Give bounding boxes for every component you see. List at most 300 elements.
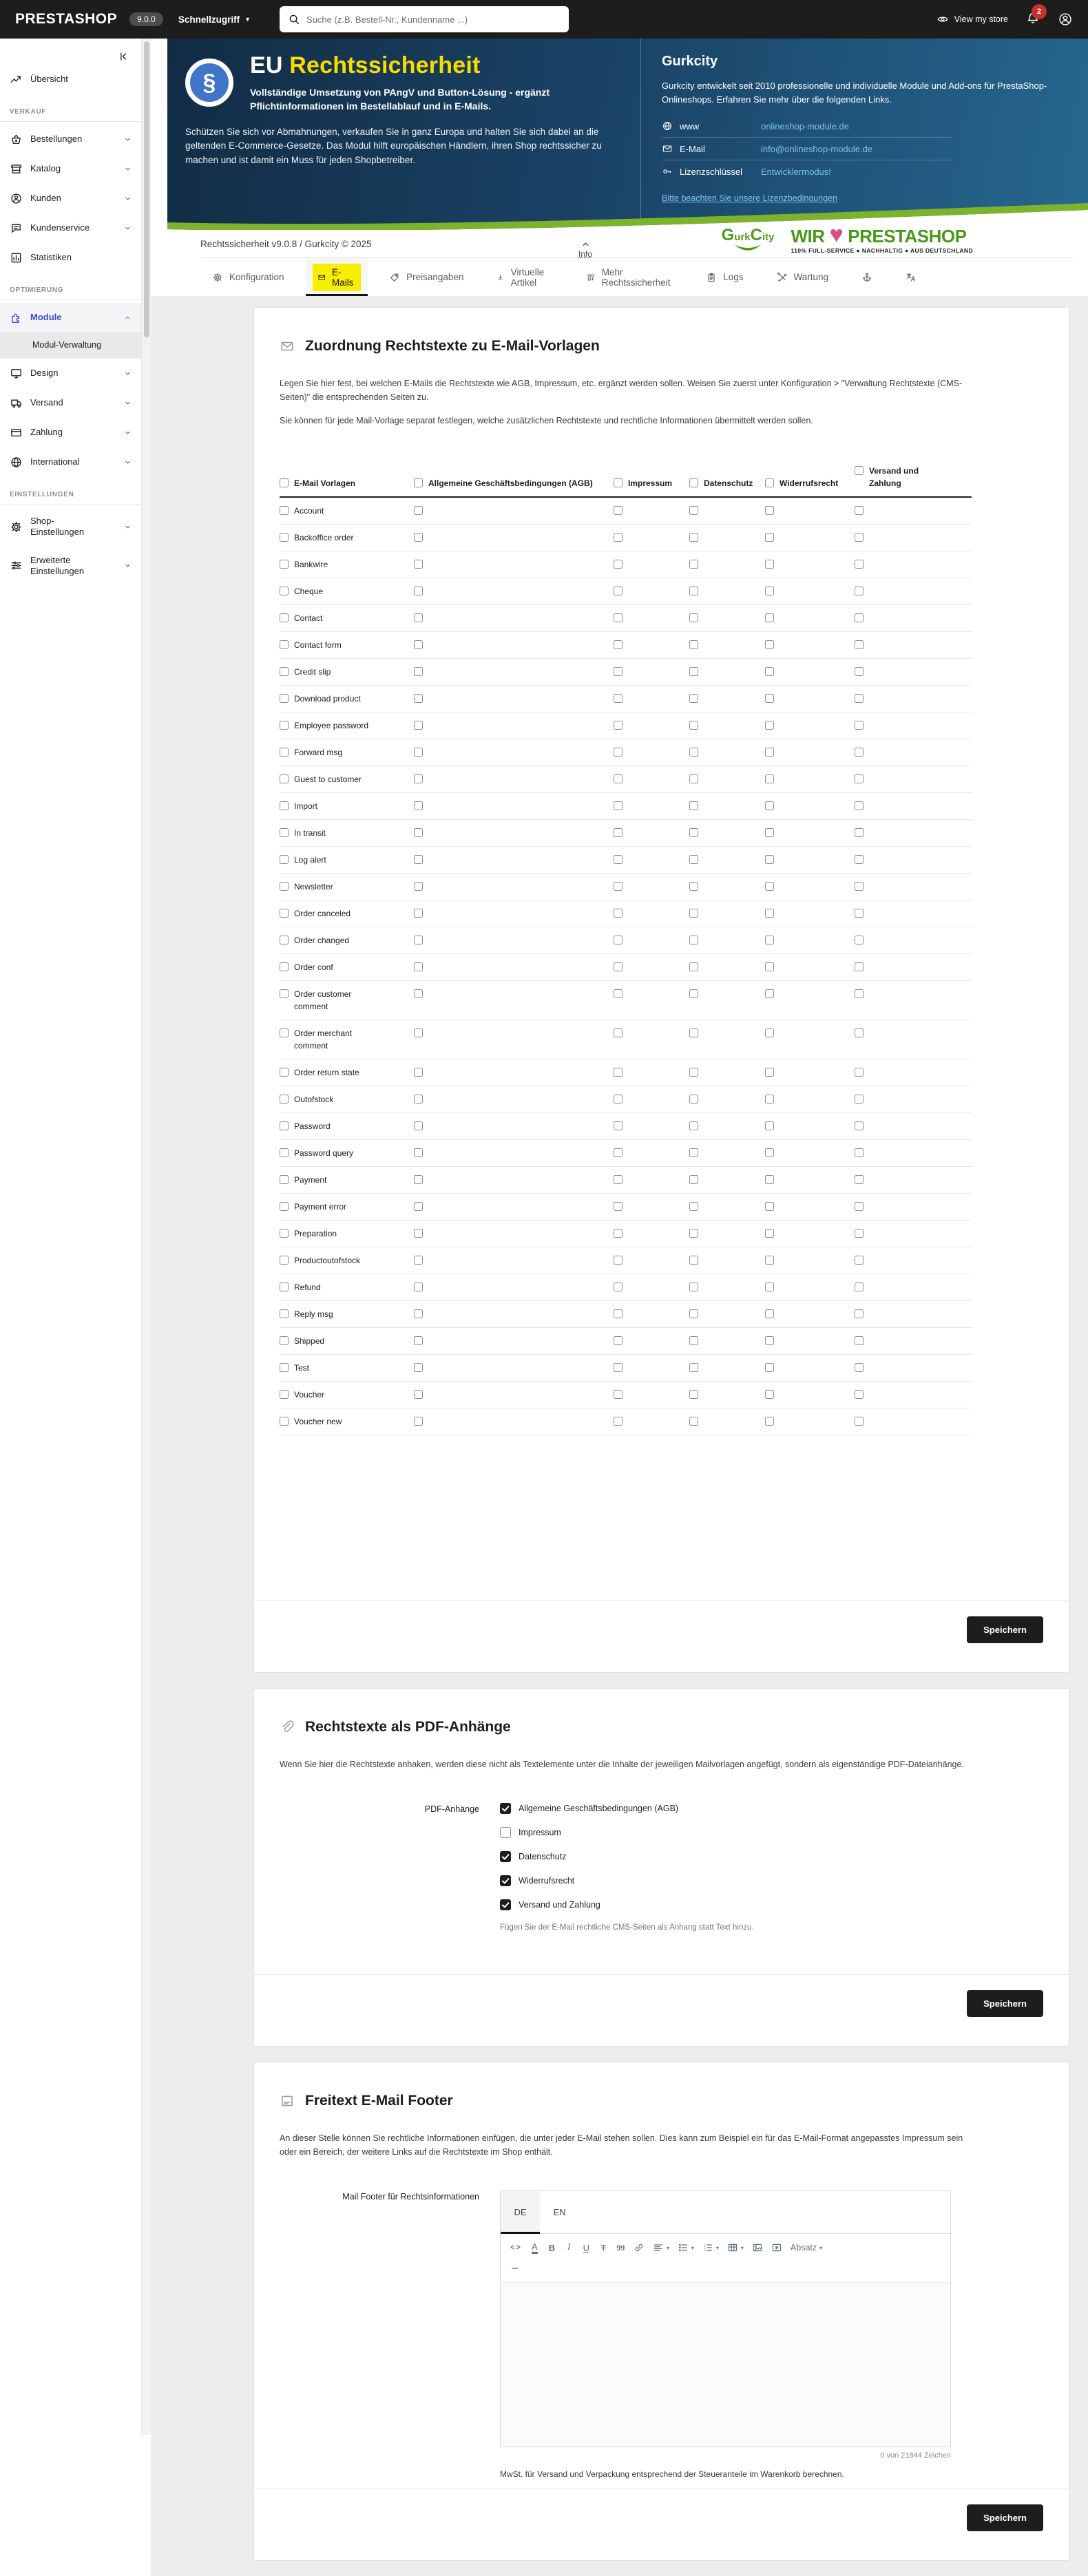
assignment-checkbox-log-alert-versand-und-zahlung[interactable] xyxy=(855,855,864,864)
template-name: Import xyxy=(294,801,318,812)
assignment-checkbox-import-impressum[interactable] xyxy=(614,801,623,810)
assignment-checkbox-contact-form-versand-und-zahlung[interactable] xyxy=(855,640,864,649)
assignment-checkbox-order-changed-versand-und-zahlung[interactable] xyxy=(855,936,864,944)
assignment-checkbox-contact-allgemeine-geschäftsbedingungen-agb[interactable] xyxy=(414,613,423,622)
assignment-checkbox-reply-msg-datenschutz[interactable] xyxy=(689,1309,698,1318)
template-checkbox-order-changed[interactable] xyxy=(280,936,289,944)
template-checkbox-forward-msg[interactable] xyxy=(280,748,289,757)
editor-text-color-button[interactable]: A xyxy=(526,2237,543,2258)
assignment-checkbox-order-conf-versand-und-zahlung[interactable] xyxy=(855,962,864,971)
assignment-checkbox-order-return-state-datenschutz[interactable] xyxy=(689,1068,698,1077)
mail-icon xyxy=(662,143,673,154)
template-checkbox-payment-error[interactable] xyxy=(280,1202,289,1211)
assignment-checkbox-order-changed-widerrufsrecht[interactable] xyxy=(765,936,774,944)
assignment-checkbox-download-product-datenschutz[interactable] xyxy=(689,694,698,703)
assignment-checkbox-password-widerrufsrecht[interactable] xyxy=(765,1121,774,1130)
assignment-checkbox-order-conf-impressum[interactable] xyxy=(614,962,623,971)
assignment-checkbox-order-conf-widerrufsrecht[interactable] xyxy=(765,962,774,971)
assignment-checkbox-order-customer-comment-impressum[interactable] xyxy=(614,989,623,998)
assignment-checkbox-download-product-allgemeine-geschäftsbedingungen-agb[interactable] xyxy=(414,694,423,703)
assignment-checkbox-voucher-new-versand-und-zahlung[interactable] xyxy=(855,1417,864,1426)
view-store-link[interactable] xyxy=(937,13,1008,25)
assignment-checkbox-voucher-impressum[interactable] xyxy=(614,1390,623,1399)
notifications-button[interactable] xyxy=(1026,7,1042,28)
sidebar-subitem-modul-verwaltung[interactable]: Modul-Verwaltung xyxy=(0,332,141,359)
assignment-checkbox-order-return-state-versand-und-zahlung[interactable] xyxy=(855,1068,864,1077)
scrollbar-thumb[interactable] xyxy=(144,41,149,337)
assignment-checkbox-order-changed-datenschutz[interactable] xyxy=(689,936,698,944)
assignment-checkbox-order-customer-comment-allgemeine-geschäftsbedingungen-agb[interactable] xyxy=(414,989,423,998)
tab-mehr-rechtssicherheit[interactable] xyxy=(575,258,684,296)
template-checkbox-contact[interactable] xyxy=(280,613,289,622)
assignment-checkbox-test-allgemeine-geschäftsbedingungen-agb[interactable] xyxy=(414,1363,423,1372)
template-checkbox-contact-form[interactable] xyxy=(280,640,289,649)
assignment-checkbox-test-impressum[interactable] xyxy=(614,1363,623,1372)
template-checkbox-cheque[interactable] xyxy=(280,587,289,595)
editor-align-button[interactable] xyxy=(649,2237,673,2258)
assignment-checkbox-outofstock-impressum[interactable] xyxy=(614,1095,623,1104)
assignment-checkbox-in-transit-widerrufsrecht[interactable] xyxy=(765,828,774,837)
claim-subline: 110% FULL-SERVICE ● NACHHALTIG ● AUS DEUTSCHLAND xyxy=(791,247,973,255)
editor-unordered-list-button[interactable] xyxy=(673,2237,698,2258)
assignment-checkbox-password-versand-und-zahlung[interactable] xyxy=(855,1121,864,1130)
search-input[interactable] xyxy=(306,14,561,25)
assignment-checkbox-forward-msg-widerrufsrecht[interactable] xyxy=(765,748,774,757)
editor-image-button[interactable] xyxy=(748,2237,767,2258)
email-template-table xyxy=(280,465,972,1435)
assignment-checkbox-payment-datenschutz[interactable] xyxy=(689,1175,698,1184)
template-checkbox-order-merchant-comment[interactable] xyxy=(280,1028,289,1037)
profile-avatar-icon[interactable] xyxy=(1058,12,1073,27)
sidebar-item-zahlung[interactable] xyxy=(0,418,141,447)
assignment-checkbox-guest-to-customer-allgemeine-geschäftsbedingungen-agb[interactable] xyxy=(414,774,423,783)
assignment-checkbox-preparation-datenschutz[interactable] xyxy=(689,1229,698,1238)
assignment-checkbox-order-return-state-impressum[interactable] xyxy=(614,1068,623,1077)
tab-e-mails[interactable] xyxy=(306,258,368,296)
tab-wartung[interactable] xyxy=(764,258,840,296)
assignment-checkbox-log-alert-widerrufsrecht[interactable] xyxy=(765,855,774,864)
editor-media-button[interactable] xyxy=(767,2237,786,2258)
assignment-checkbox-import-versand-und-zahlung[interactable] xyxy=(855,801,864,810)
assignment-checkbox-guest-to-customer-versand-und-zahlung[interactable] xyxy=(855,774,864,783)
assignment-checkbox-order-customer-comment-versand-und-zahlung[interactable] xyxy=(855,989,864,998)
save-button[interactable]: Speichern xyxy=(967,2504,1043,2531)
assignment-checkbox-reply-msg-widerrufsrecht[interactable] xyxy=(765,1309,774,1318)
assignment-checkbox-in-transit-versand-und-zahlung[interactable] xyxy=(855,828,864,837)
assignment-checkbox-bankwire-versand-und-zahlung[interactable] xyxy=(855,560,864,569)
sidebar-item-katalog[interactable] xyxy=(0,154,141,184)
template-name: Preparation xyxy=(294,1229,337,1239)
assignment-checkbox-account-allgemeine-geschäftsbedingungen-agb[interactable] xyxy=(414,506,423,515)
template-checkbox-test[interactable] xyxy=(280,1363,289,1372)
editor-language-tab-en[interactable]: EN xyxy=(553,2207,566,2218)
sidebar-item-statistiken[interactable] xyxy=(0,243,141,273)
vendor-description: Gurkcity entwickelt seit 2010 professionelle und individuelle Module und Add-ons für PrestaShop-Onlineshops. Erfahren Sie mehr über die folgenden Links. xyxy=(662,81,1047,105)
pdf-option-checkbox-datenschutz[interactable] xyxy=(500,1851,511,1862)
assignment-checkbox-preparation-widerrufsrecht[interactable] xyxy=(765,1229,774,1238)
editor-horizontal-rule-button[interactable] xyxy=(506,2258,525,2279)
assignment-checkbox-download-product-versand-und-zahlung[interactable] xyxy=(855,694,864,703)
chevron-down-icon xyxy=(124,458,132,466)
template-checkbox-credit-slip[interactable] xyxy=(280,667,289,676)
assignment-checkbox-bankwire-widerrufsrecht[interactable] xyxy=(765,560,774,569)
assignment-checkbox-productoutofstock-allgemeine-geschäftsbedingungen-agb[interactable] xyxy=(414,1256,423,1265)
assignment-checkbox-refund-impressum[interactable] xyxy=(614,1282,623,1291)
assignment-checkbox-shipped-allgemeine-geschäftsbedingungen-agb[interactable] xyxy=(414,1336,423,1345)
assignment-checkbox-import-allgemeine-geschäftsbedingungen-agb[interactable] xyxy=(414,801,423,810)
assignment-checkbox-reply-msg-allgemeine-geschäftsbedingungen-agb[interactable] xyxy=(414,1309,423,1318)
assignment-checkbox-order-merchant-comment-versand-und-zahlung[interactable] xyxy=(855,1028,864,1037)
assignment-checkbox-account-impressum[interactable] xyxy=(614,506,623,515)
editor-content-area[interactable] xyxy=(501,2283,950,2447)
assignment-checkbox-shipped-datenschutz[interactable] xyxy=(689,1336,698,1345)
assignment-checkbox-contact-form-allgemeine-geschäftsbedingungen-agb[interactable] xyxy=(414,640,423,649)
assignment-checkbox-backoffice-order-versand-und-zahlung[interactable] xyxy=(855,533,864,542)
assignment-checkbox-contact-form-widerrufsrecht[interactable] xyxy=(765,640,774,649)
template-checkbox-account[interactable] xyxy=(280,506,289,515)
assignment-checkbox-backoffice-order-impressum[interactable] xyxy=(614,533,623,542)
assignment-checkbox-outofstock-datenschutz[interactable] xyxy=(689,1095,698,1104)
template-checkbox-payment[interactable] xyxy=(280,1175,289,1184)
assignment-checkbox-bankwire-datenschutz[interactable] xyxy=(689,560,698,569)
template-checkbox-import[interactable] xyxy=(280,801,289,810)
caret-down-icon: ▾ xyxy=(740,2244,744,2251)
template-row-password xyxy=(280,1113,972,1140)
assignment-checkbox-cheque-impressum[interactable] xyxy=(614,587,623,595)
assignment-checkbox-shipped-widerrufsrecht[interactable] xyxy=(765,1336,774,1345)
assignment-checkbox-forward-msg-impressum[interactable] xyxy=(614,748,623,757)
assignment-checkbox-cheque-datenschutz[interactable] xyxy=(689,587,698,595)
sidebar-item-international[interactable] xyxy=(0,447,141,477)
template-checkbox-refund[interactable] xyxy=(280,1282,289,1291)
save-button[interactable]: Speichern xyxy=(967,1990,1043,2017)
template-checkbox-voucher-new[interactable] xyxy=(280,1417,289,1426)
assignment-checkbox-newsletter-datenschutz[interactable] xyxy=(689,882,698,891)
assignment-checkbox-order-return-state-widerrufsrecht[interactable] xyxy=(765,1068,774,1077)
assignment-checkbox-preparation-impressum[interactable] xyxy=(614,1229,623,1238)
template-checkbox-password-query[interactable] xyxy=(280,1148,289,1157)
assignment-checkbox-test-widerrufsrecht[interactable] xyxy=(765,1363,774,1372)
tab-logs[interactable] xyxy=(694,258,755,296)
assignment-checkbox-contact-form-impressum[interactable] xyxy=(614,640,623,649)
select-column-checkbox-datenschutz[interactable] xyxy=(689,478,698,487)
assignment-checkbox-employee-password-datenschutz[interactable] xyxy=(689,721,698,730)
assignment-checkbox-contact-versand-und-zahlung[interactable] xyxy=(855,613,864,622)
select-column-checkbox-widerrufsrecht[interactable] xyxy=(765,478,774,487)
caret-down-icon: ▾ xyxy=(691,2244,694,2251)
template-checkbox-voucher[interactable] xyxy=(280,1390,289,1399)
template-name: Employee password xyxy=(294,721,369,731)
column-header: Datenschutz xyxy=(704,478,753,489)
sidebar-item-design[interactable] xyxy=(0,359,141,388)
assignment-checkbox-account-versand-und-zahlung[interactable] xyxy=(855,506,864,515)
sidebar-item-module[interactable] xyxy=(0,303,141,332)
select-all-templates-checkbox[interactable] xyxy=(280,478,289,487)
assignment-checkbox-order-customer-comment-datenschutz[interactable] xyxy=(689,989,698,998)
assignment-checkbox-order-customer-comment-widerrufsrecht[interactable] xyxy=(765,989,774,998)
assignment-checkbox-voucher-datenschutz[interactable] xyxy=(689,1390,698,1399)
tab-preisangaben[interactable] xyxy=(377,258,475,296)
editor-blockquote-button[interactable]: 99 xyxy=(616,2243,625,2253)
assignment-checkbox-cheque-allgemeine-geschäftsbedingungen-agb[interactable] xyxy=(414,587,423,595)
assignment-checkbox-in-transit-datenschutz[interactable] xyxy=(689,828,698,837)
template-checkbox-outofstock[interactable] xyxy=(280,1095,289,1104)
assignment-checkbox-backoffice-order-allgemeine-geschäftsbedingungen-agb[interactable] xyxy=(414,533,423,542)
template-name: Order canceled xyxy=(294,909,351,919)
assignment-checkbox-import-widerrufsrecht[interactable] xyxy=(765,801,774,810)
character-count: 0 von 21844 Zeichen xyxy=(880,2451,951,2460)
select-column-checkbox-impressum[interactable] xyxy=(614,478,623,487)
sidebar-item-bestellungen[interactable] xyxy=(0,125,141,154)
assignment-checkbox-order-canceled-impressum[interactable] xyxy=(614,909,623,918)
sidebar-item-erweiterte-einstellungen[interactable] xyxy=(0,547,141,586)
sidebar-item-versand[interactable] xyxy=(0,388,141,418)
assignment-checkbox-backoffice-order-datenschutz[interactable] xyxy=(689,533,698,542)
assignment-checkbox-order-merchant-comment-allgemeine-geschäftsbedingungen-agb[interactable] xyxy=(414,1028,423,1037)
assignment-checkbox-forward-msg-allgemeine-geschäftsbedingungen-agb[interactable] xyxy=(414,748,423,757)
assignment-checkbox-order-conf-datenschutz[interactable] xyxy=(689,962,698,971)
assignment-checkbox-employee-password-impressum[interactable] xyxy=(614,721,623,730)
prestashop-logo[interactable]: PRESTASHOP xyxy=(15,11,118,27)
assignment-checkbox-outofstock-versand-und-zahlung[interactable] xyxy=(855,1095,864,1104)
assignment-checkbox-payment-impressum[interactable] xyxy=(614,1175,623,1184)
template-checkbox-employee-password[interactable] xyxy=(280,721,289,730)
assignment-checkbox-credit-slip-datenschutz[interactable] xyxy=(689,667,698,676)
toolbar-row xyxy=(506,2237,945,2258)
assignment-checkbox-order-merchant-comment-widerrufsrecht[interactable] xyxy=(765,1028,774,1037)
assignment-checkbox-newsletter-allgemeine-geschäftsbedingungen-agb[interactable] xyxy=(414,882,423,891)
template-checkbox-newsletter[interactable] xyxy=(280,882,289,891)
assignment-checkbox-payment-error-impressum[interactable] xyxy=(614,1202,623,1211)
template-checkbox-password[interactable] xyxy=(280,1121,289,1130)
editor-link-button[interactable] xyxy=(629,2237,649,2258)
assignment-checkbox-bankwire-impressum[interactable] xyxy=(614,560,623,569)
sidebar-nav xyxy=(0,65,141,585)
monitor-icon xyxy=(10,367,23,380)
assignment-checkbox-contact-impressum[interactable] xyxy=(614,613,623,622)
template-checkbox-order-conf[interactable] xyxy=(280,962,289,971)
assignment-checkbox-forward-msg-datenschutz[interactable] xyxy=(689,748,698,757)
assignment-checkbox-forward-msg-versand-und-zahlung[interactable] xyxy=(855,748,864,757)
assignment-checkbox-outofstock-widerrufsrecht[interactable] xyxy=(765,1095,774,1104)
assignment-checkbox-in-transit-impressum[interactable] xyxy=(614,828,623,837)
assignment-checkbox-contact-widerrufsrecht[interactable] xyxy=(765,613,774,622)
assignment-checkbox-password-datenschutz[interactable] xyxy=(689,1121,698,1130)
assignment-checkbox-password-query-impressum[interactable] xyxy=(614,1148,623,1157)
info-toggle[interactable] xyxy=(578,240,592,259)
editor-strikethrough-button[interactable]: T xyxy=(600,2242,607,2253)
assignment-checkbox-refund-widerrufsrecht[interactable] xyxy=(765,1282,774,1291)
assignment-checkbox-employee-password-allgemeine-geschäftsbedingungen-agb[interactable] xyxy=(414,721,423,730)
assignment-checkbox-payment-widerrufsrecht[interactable] xyxy=(765,1175,774,1184)
assignment-checkbox-order-merchant-comment-datenschutz[interactable] xyxy=(689,1028,698,1037)
assignment-checkbox-productoutofstock-impressum[interactable] xyxy=(614,1256,623,1265)
template-checkbox-reply-msg[interactable] xyxy=(280,1309,289,1318)
pdf-option-checkbox-allgemeine-geschäftsbedingungen-agb[interactable] xyxy=(500,1803,511,1814)
assignment-checkbox-credit-slip-versand-und-zahlung[interactable] xyxy=(855,667,864,676)
assignment-checkbox-voucher-new-datenschutz[interactable] xyxy=(689,1417,698,1426)
assignment-checkbox-outofstock-allgemeine-geschäftsbedingungen-agb[interactable] xyxy=(414,1095,423,1104)
assignment-checkbox-guest-to-customer-widerrufsrecht[interactable] xyxy=(765,774,774,783)
assignment-checkbox-voucher-new-allgemeine-geschäftsbedingungen-agb[interactable] xyxy=(414,1417,423,1426)
contact-link[interactable]: onlineshop-module.de xyxy=(761,120,849,131)
save-button[interactable]: Speichern xyxy=(967,1616,1043,1643)
template-checkbox-productoutofstock[interactable] xyxy=(280,1256,289,1265)
contact-link[interactable]: info@onlineshop-module.de xyxy=(761,143,873,154)
assignment-checkbox-order-canceled-datenschutz[interactable] xyxy=(689,909,698,918)
assignment-checkbox-import-datenschutz[interactable] xyxy=(689,801,698,810)
assignment-checkbox-guest-to-customer-datenschutz[interactable] xyxy=(689,774,698,783)
template-checkbox-order-customer-comment[interactable] xyxy=(280,989,289,998)
select-column-checkbox-versand-und-zahlung[interactable] xyxy=(855,466,864,475)
editor-language-tab-de[interactable]: DE xyxy=(501,2191,540,2233)
editor-source-code-button[interactable]: <> xyxy=(510,2243,522,2252)
assignment-checkbox-payment-error-allgemeine-geschäftsbedingungen-agb[interactable] xyxy=(414,1202,423,1211)
assignment-checkbox-log-alert-impressum[interactable] xyxy=(614,855,623,864)
assignment-checkbox-order-return-state-allgemeine-geschäftsbedingungen-agb[interactable] xyxy=(414,1068,423,1077)
assignment-checkbox-test-datenschutz[interactable] xyxy=(689,1363,698,1372)
assignment-checkbox-password-query-datenschutz[interactable] xyxy=(689,1148,698,1157)
assignment-checkbox-newsletter-widerrufsrecht[interactable] xyxy=(765,882,774,891)
assignment-checkbox-log-alert-datenschutz[interactable] xyxy=(689,855,698,864)
assignment-checkbox-reply-msg-impressum[interactable] xyxy=(614,1309,623,1318)
download-icon xyxy=(496,272,504,283)
assignment-checkbox-shipped-impressum[interactable] xyxy=(614,1336,623,1345)
assignment-checkbox-order-canceled-allgemeine-geschäftsbedingungen-agb[interactable] xyxy=(414,909,423,918)
assignment-checkbox-download-product-impressum[interactable] xyxy=(614,694,623,703)
assignment-checkbox-preparation-versand-und-zahlung[interactable] xyxy=(855,1229,864,1238)
assignment-checkbox-password-query-versand-und-zahlung[interactable] xyxy=(855,1148,864,1157)
editor-bold-button[interactable]: B xyxy=(548,2242,556,2253)
template-checkbox-order-canceled[interactable] xyxy=(280,909,289,918)
assignment-checkbox-order-canceled-versand-und-zahlung[interactable] xyxy=(855,909,864,918)
tab-virtuelle-artikel[interactable] xyxy=(485,258,565,296)
assignment-checkbox-newsletter-versand-und-zahlung[interactable] xyxy=(855,882,864,891)
assignment-checkbox-contact-datenschutz[interactable] xyxy=(689,613,698,622)
template-checkbox-bankwire[interactable] xyxy=(280,560,289,569)
assignment-checkbox-order-canceled-widerrufsrecht[interactable] xyxy=(765,909,774,918)
sidebar-item-kunden[interactable] xyxy=(0,184,141,213)
pdf-option-checkbox-versand-und-zahlung[interactable] xyxy=(500,1899,511,1910)
assignment-checkbox-refund-datenschutz[interactable] xyxy=(689,1282,698,1291)
select-column-checkbox-allgemeine-geschäftsbedingungen-agb[interactable] xyxy=(414,478,423,487)
assignment-checkbox-voucher-new-impressum[interactable] xyxy=(614,1417,623,1426)
template-checkbox-backoffice-order[interactable] xyxy=(280,533,289,542)
assignment-checkbox-contact-form-datenschutz[interactable] xyxy=(689,640,698,649)
assignment-checkbox-password-impressum[interactable] xyxy=(614,1121,623,1130)
assignment-checkbox-password-query-allgemeine-geschäftsbedingungen-agb[interactable] xyxy=(414,1148,423,1157)
template-checkbox-in-transit[interactable] xyxy=(280,828,289,837)
template-checkbox-download-product[interactable] xyxy=(280,694,289,703)
license-terms-link[interactable]: Bitte beachten Sie unsere Lizenzbedingungen xyxy=(662,193,838,204)
tab-translate[interactable] xyxy=(894,258,928,296)
pdf-option-checkbox-impressum[interactable] xyxy=(500,1827,511,1838)
assignment-checkbox-employee-password-versand-und-zahlung[interactable] xyxy=(855,721,864,730)
we-love-prestashop-logo[interactable] xyxy=(791,222,974,255)
assignment-checkbox-log-alert-allgemeine-geschäftsbedingungen-agb[interactable] xyxy=(414,855,423,864)
assignment-checkbox-payment-error-datenschutz[interactable] xyxy=(689,1202,698,1211)
assignment-checkbox-account-widerrufsrecht[interactable] xyxy=(765,506,774,515)
assignment-checkbox-account-datenschutz[interactable] xyxy=(689,506,698,515)
contact-link[interactable]: Entwicklermodus! xyxy=(761,166,831,177)
assignment-checkbox-voucher-allgemeine-geschäftsbedingungen-agb[interactable] xyxy=(414,1390,423,1399)
assignment-checkbox-newsletter-impressum[interactable] xyxy=(614,882,623,891)
assignment-checkbox-productoutofstock-versand-und-zahlung[interactable] xyxy=(855,1256,864,1265)
assignment-checkbox-order-conf-allgemeine-geschäftsbedingungen-agb[interactable] xyxy=(414,962,423,971)
pdf-option-checkbox-widerrufsrecht[interactable] xyxy=(500,1875,511,1886)
sidebar-item-kundenservice[interactable] xyxy=(0,213,141,243)
editor-italic-button[interactable]: I xyxy=(567,2242,571,2253)
assignment-checkbox-credit-slip-allgemeine-geschäftsbedingungen-agb[interactable] xyxy=(414,667,423,676)
assignment-checkbox-guest-to-customer-impressum[interactable] xyxy=(614,774,623,783)
template-checkbox-shipped[interactable] xyxy=(280,1336,289,1345)
sidebar-item-shop-einstellungen[interactable] xyxy=(0,507,141,547)
assignment-checkbox-password-query-widerrufsrecht[interactable] xyxy=(765,1148,774,1157)
clipboard-icon xyxy=(706,272,717,283)
assignment-checkbox-download-product-widerrufsrecht[interactable] xyxy=(765,694,774,703)
assignment-checkbox-employee-password-widerrufsrecht[interactable] xyxy=(765,721,774,730)
tab-konfiguration[interactable] xyxy=(200,258,296,296)
assignment-checkbox-credit-slip-impressum[interactable] xyxy=(614,667,623,676)
column-header: Impressum xyxy=(628,478,673,489)
assignment-checkbox-in-transit-allgemeine-geschäftsbedingungen-agb[interactable] xyxy=(414,828,423,837)
editor-ordered-list-button[interactable] xyxy=(698,2237,723,2258)
panel-intro-1: Legen Sie hier fest, bei welchen E-Mails die Rechtstexte wie AGB, Impressum, etc. ergänzt werden sollen. Weisen Sie zuerst unter Konfiguration > "Verwaltung Rechtstexte (CMS-Seiten)" die entsprechenden Seiten zu. xyxy=(280,379,963,403)
assignment-checkbox-payment-allgemeine-geschäftsbedingungen-agb[interactable] xyxy=(414,1175,423,1184)
gurkcity-logo[interactable] xyxy=(722,228,775,253)
assignment-checkbox-order-changed-allgemeine-geschäftsbedingungen-agb[interactable] xyxy=(414,936,423,944)
global-search[interactable] xyxy=(280,6,569,32)
assignment-checkbox-credit-slip-widerrufsrecht[interactable] xyxy=(765,667,774,676)
assignment-checkbox-order-merchant-comment-impressum[interactable] xyxy=(614,1028,623,1037)
template-checkbox-guest-to-customer[interactable] xyxy=(280,774,289,783)
assignment-checkbox-refund-versand-und-zahlung[interactable] xyxy=(855,1282,864,1291)
sidebar-item-übersicht[interactable] xyxy=(0,65,141,94)
collapse-sidebar-icon[interactable] xyxy=(118,51,129,62)
assignment-checkbox-cheque-widerrufsrecht[interactable] xyxy=(765,587,774,595)
editor-underline-button[interactable]: U xyxy=(583,2242,590,2253)
assignment-checkbox-payment-error-widerrufsrecht[interactable] xyxy=(765,1202,774,1211)
template-row-order-changed xyxy=(280,927,972,954)
template-checkbox-log-alert[interactable] xyxy=(280,855,289,864)
assignment-checkbox-backoffice-order-widerrufsrecht[interactable] xyxy=(765,533,774,542)
assignment-checkbox-preparation-allgemeine-geschäftsbedingungen-agb[interactable] xyxy=(414,1229,423,1238)
assignment-checkbox-cheque-versand-und-zahlung[interactable] xyxy=(855,587,864,595)
template-checkbox-preparation[interactable] xyxy=(280,1229,289,1238)
sidebar-scrollbar[interactable] xyxy=(141,39,151,2435)
assignment-checkbox-reply-msg-versand-und-zahlung[interactable] xyxy=(855,1309,864,1318)
assignment-checkbox-password-allgemeine-geschäftsbedingungen-agb[interactable] xyxy=(414,1121,423,1130)
tools-icon xyxy=(776,272,787,283)
assignment-checkbox-refund-allgemeine-geschäftsbedingungen-agb[interactable] xyxy=(414,1282,423,1291)
assignment-checkbox-payment-error-versand-und-zahlung[interactable] xyxy=(855,1202,864,1211)
editor-table-button[interactable] xyxy=(723,2237,748,2258)
template-checkbox-order-return-state[interactable] xyxy=(280,1068,289,1077)
tab-anchor[interactable] xyxy=(850,258,884,296)
assignment-checkbox-order-changed-impressum[interactable] xyxy=(614,936,623,944)
assignment-checkbox-productoutofstock-datenschutz[interactable] xyxy=(689,1256,698,1265)
quick-access-dropdown[interactable] xyxy=(178,14,251,25)
assignment-checkbox-voucher-new-widerrufsrecht[interactable] xyxy=(765,1417,774,1426)
assignment-checkbox-bankwire-allgemeine-geschäftsbedingungen-agb[interactable] xyxy=(414,560,423,569)
assignment-checkbox-payment-versand-und-zahlung[interactable] xyxy=(855,1175,864,1184)
assignment-checkbox-voucher-widerrufsrecht[interactable] xyxy=(765,1390,774,1399)
assignment-checkbox-test-versand-und-zahlung[interactable] xyxy=(855,1363,864,1372)
assignment-checkbox-productoutofstock-widerrufsrecht[interactable] xyxy=(765,1256,774,1265)
editor-paragraph-button[interactable] xyxy=(786,2237,826,2258)
assignment-checkbox-voucher-versand-und-zahlung[interactable] xyxy=(855,1390,864,1399)
assignment-checkbox-shipped-versand-und-zahlung[interactable] xyxy=(855,1336,864,1345)
